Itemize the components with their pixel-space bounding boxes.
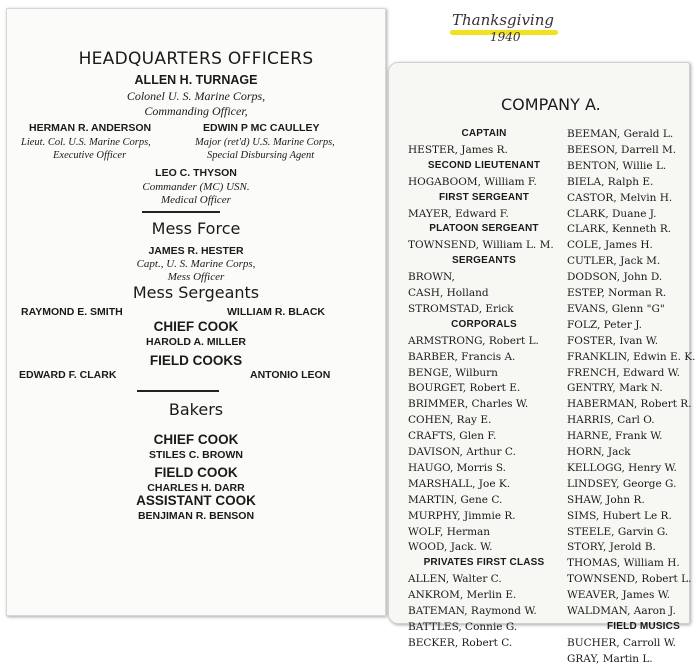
roster-name: LINDSEY, George G. bbox=[567, 477, 677, 490]
roster-name: BARBER, Francis A. bbox=[408, 350, 516, 363]
roster-name: WOOD, Jack. W. bbox=[408, 541, 493, 554]
roster-name: HARNE, Frank W. bbox=[567, 430, 663, 443]
roster-name: CLARK, Duane J. bbox=[567, 207, 657, 220]
rank-heading: FIRST SERGEANT bbox=[438, 191, 530, 203]
roster-name: ANKROM, Merlin E. bbox=[408, 589, 517, 602]
roster-name: EVANS, Glenn "G" bbox=[567, 302, 665, 315]
rank-heading: FIELD MUSICS bbox=[607, 620, 680, 632]
roster-name: BRIMMER, Charles W. bbox=[408, 398, 529, 411]
handwritten-year: 1940 bbox=[490, 30, 521, 44]
roster-name: CASTOR, Melvin H. bbox=[567, 191, 673, 204]
roster-name: CUTLER, Jack M. bbox=[567, 255, 661, 268]
roster-name: BENTON, Willie L. bbox=[567, 159, 667, 172]
roster-name: WOLF, Herman bbox=[408, 525, 491, 538]
roster-name: HABERMAN, Robert R. bbox=[567, 398, 692, 411]
rank-heading: PLATOON SERGEANT bbox=[429, 223, 539, 235]
darr-name: CHARLES H. DARR bbox=[147, 482, 245, 494]
mccaulley-name: EDWIN P MC CAULLEY bbox=[203, 122, 320, 134]
roster-name: HORN, Jack bbox=[567, 446, 631, 458]
divider bbox=[142, 211, 220, 213]
roster-name: STROMSTAD, Erick bbox=[408, 302, 514, 315]
roster-name: BOURGET, Robert E. bbox=[408, 382, 521, 395]
bakers-chief-cook-heading: CHIEF COOK bbox=[153, 432, 239, 447]
roster-name: GRAY, Martin L. bbox=[567, 652, 653, 665]
thyson-rank: Commander (MC) USN. bbox=[142, 181, 250, 193]
clark-name: EDWARD F. CLARK bbox=[19, 369, 117, 381]
roster-name: DODSON, John D. bbox=[567, 271, 663, 284]
roster-name: FOLZ, Peter J. bbox=[567, 318, 642, 331]
chief-cook-heading: CHIEF COOK bbox=[153, 319, 239, 334]
roster-name: BATTLES, Connie G. bbox=[408, 620, 518, 633]
leon-name: ANTONIO LEON bbox=[250, 369, 331, 381]
black-name: WILLIAM R. BLACK bbox=[227, 306, 325, 318]
roster-name: SHAW, John R. bbox=[567, 493, 645, 506]
roster-name: COLE, James H. bbox=[567, 239, 653, 252]
roster-name: CRAFTS, Glen F. bbox=[408, 430, 497, 443]
roster-name: BIELA, Ralph E. bbox=[567, 175, 654, 188]
rank-heading: CAPTAIN bbox=[461, 128, 507, 139]
anderson-rank: Lieut. Col. U.S. Marine Corps, bbox=[21, 137, 151, 148]
roster-name: TOWNSEND, Robert L. bbox=[567, 573, 692, 586]
roster-name: SIMS, Hubert Le R. bbox=[567, 509, 672, 522]
roster-name: BROWN, bbox=[408, 271, 455, 284]
thyson-name: LEO C. THYSON bbox=[155, 167, 237, 179]
handwritten-note: Thanksgiving bbox=[452, 11, 554, 29]
mccaulley-role: Special Disbursing Agent bbox=[207, 150, 315, 161]
roster-name: STORY, Jerold B. bbox=[567, 541, 656, 554]
bakers-heading: Bakers bbox=[168, 400, 224, 419]
roster-name: DAVISON, Arthur C. bbox=[408, 446, 516, 458]
brown-name: STILES C. BROWN bbox=[149, 449, 243, 461]
roster-name: COHEN, Ray E. bbox=[408, 414, 492, 427]
roster-name: ESTEP, Norman R. bbox=[567, 287, 667, 299]
roster-name: HESTER, James R. bbox=[408, 143, 508, 156]
roster-name: FRENCH, Edward W. bbox=[567, 366, 680, 379]
hester-role: Mess Officer bbox=[167, 271, 225, 283]
roster-name: MAYER, Edward F. bbox=[408, 207, 509, 220]
benson-name: BENJIMAN R. BENSON bbox=[137, 510, 255, 522]
mccaulley-rank: Major (ret'd) U.S. Marine Corps, bbox=[195, 137, 335, 148]
roster-name: HAUGO, Morris S. bbox=[408, 461, 506, 474]
rank-heading: SECOND LIEUTENANT bbox=[427, 159, 541, 171]
miller-name: HAROLD A. MILLER bbox=[146, 336, 246, 348]
roster-name: FRANKLIN, Edwin E. K. bbox=[567, 350, 696, 363]
roster-name: KELLOGG, Henry W. bbox=[567, 461, 677, 474]
roster-name: FOSTER, Ivan W. bbox=[567, 334, 659, 347]
rank-heading: CORPORALS bbox=[451, 318, 517, 330]
roster-name: BEESON, Darrell M. bbox=[567, 143, 677, 156]
bakers-field-cook-heading: FIELD COOK bbox=[154, 465, 238, 480]
roster-name: BATEMAN, Raymond W. bbox=[408, 605, 537, 617]
menu-page-right bbox=[388, 62, 696, 665]
thyson-role: Medical Officer bbox=[161, 194, 231, 206]
rank-heading: PRIVATES FIRST CLASS bbox=[423, 557, 545, 569]
anderson-name: HERMAN R. ANDERSON bbox=[29, 122, 152, 134]
mess-force-heading: Mess Force bbox=[151, 219, 241, 238]
roster-name: HOGABOOM, William F. bbox=[408, 175, 537, 188]
roster-name: BECKER, Robert C. bbox=[408, 636, 513, 649]
roster-name: MARTIN, Gene C. bbox=[408, 493, 503, 506]
divider bbox=[137, 390, 219, 392]
turnage-role: Commanding Officer, bbox=[144, 104, 248, 118]
roster-name: CASH, Holland bbox=[408, 287, 489, 299]
assistant-cook-heading: ASSISTANT COOK bbox=[136, 493, 256, 508]
roster-name: ARMSTRONG, Robert L. bbox=[408, 334, 539, 347]
roster-name: STEELE, Garvin G. bbox=[567, 525, 669, 538]
mess-sergeants-heading: Mess Sergeants bbox=[132, 283, 260, 302]
roster-name: GENTRY, Mark N. bbox=[567, 382, 663, 395]
roster-name: MARSHALL, Joe K. bbox=[408, 477, 511, 490]
roster-name: HARRIS, Carl O. bbox=[567, 414, 655, 427]
turnage-name: ALLEN H. TURNAGE bbox=[134, 73, 258, 87]
roster-name: BENGE, Wilburn bbox=[408, 366, 498, 379]
hester-name: JAMES R. HESTER bbox=[148, 245, 244, 257]
roster-name: BEEMAN, Gerald L. bbox=[567, 128, 674, 140]
company-heading: COMPANY A. bbox=[501, 95, 601, 114]
roster-name: ALLEN, Walter C. bbox=[408, 573, 502, 586]
roster-name: CLARK, Kenneth R. bbox=[567, 223, 672, 236]
turnage-rank: Colonel U. S. Marine Corps, bbox=[126, 89, 266, 103]
roster-name: BUCHER, Carroll W. bbox=[567, 636, 677, 649]
rank-heading: SERGEANTS bbox=[451, 255, 517, 267]
field-cooks-heading: FIELD COOKS bbox=[149, 353, 243, 368]
hester-rank: Capt., U. S. Marine Corps, bbox=[136, 258, 256, 270]
roster-name: WALDMAN, Aaron J. bbox=[567, 605, 676, 617]
roster-name: THOMAS, William H. bbox=[567, 557, 680, 570]
headquarters-officers-heading: HEADQUARTERS OFFICERS bbox=[78, 49, 314, 69]
roster-name: MURPHY, Jimmie R. bbox=[408, 509, 516, 522]
anderson-role: Executive Officer bbox=[53, 150, 127, 161]
roster-name: WEAVER, James W. bbox=[567, 589, 671, 602]
smith-name: RAYMOND E. SMITH bbox=[21, 306, 123, 318]
menu-page-left bbox=[6, 8, 386, 616]
roster-name: TOWNSEND, William L. M. bbox=[408, 239, 554, 252]
